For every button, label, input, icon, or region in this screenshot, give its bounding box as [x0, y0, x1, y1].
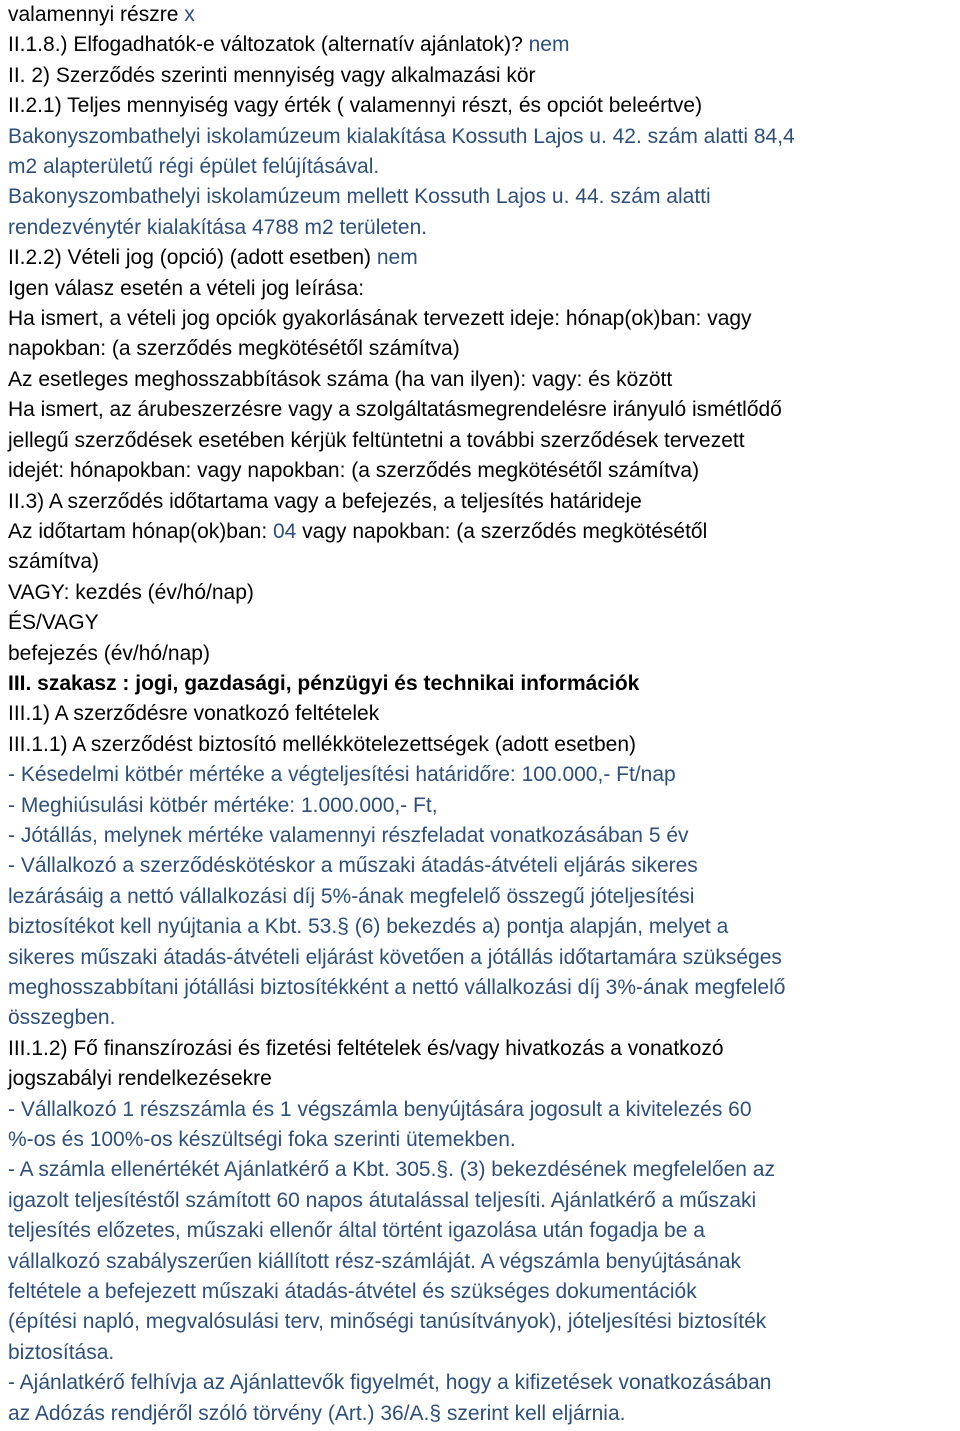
line-label: II. 2) Szerződés szerinti mennyiség vagy alkalmazási kör [8, 63, 536, 87]
line-value: az Adózás rendjéről szóló törvény (Art.) 36/A. [8, 1401, 430, 1425]
line-label: valamennyi részre [8, 3, 185, 26]
line-value: összegben. [8, 1006, 116, 1030]
document-line [8, 304, 956, 334]
document-line [8, 1277, 956, 1307]
line-value: - Vállalkozó a szerződéskötéskor a műszaki átadás-átvételi eljárás sikeres [8, 854, 698, 878]
document-line [8, 182, 956, 212]
line-value: - Vállalkozó 1 részszámla és 1 végszámla benyújtására jogosult a kivitelezés 60 [8, 1097, 752, 1121]
section-sign-icon: § [337, 915, 349, 939]
document-line [8, 547, 956, 577]
line-value: teljesítés előzetes, műszaki ellenőr által történt igazolása után fogadja be a [8, 1219, 705, 1243]
line-value: . (3) bekezdésének megfelelően az [448, 1158, 775, 1182]
line-value: Bakonyszombathelyi iskolamúzeum mellett Kossuth Lajos u. 44. szám alatti [8, 185, 711, 209]
document-line [8, 152, 956, 182]
line-value: vállalkozó szabályszerűen kiállított rész-számláját. A végszámla benyújtásának [8, 1249, 742, 1273]
line-label: befejezés (év/hó/nap) [8, 641, 210, 665]
document-line [8, 122, 956, 152]
document-line [8, 943, 956, 973]
document-line [8, 1034, 956, 1064]
line-value: - Ajánlatkérő felhívja az Ajánlattevők figyelmét, hogy a kifizetések vonatkozásában [8, 1371, 772, 1395]
line-label: VAGY: kezdés (év/hó/nap) [8, 580, 254, 604]
document-line [8, 1216, 956, 1246]
document-line [8, 1307, 956, 1337]
document-line [8, 973, 956, 1003]
section-sign-icon: § [429, 1401, 442, 1425]
document-line [8, 426, 956, 456]
line-label: napokban: (a szerződés megkötésétől számítva) [8, 337, 460, 361]
document-line [8, 669, 956, 699]
document-line [8, 213, 956, 243]
line-label: Igen válasz esetén a vételi jog leírása: [8, 276, 365, 300]
document-line [8, 30, 956, 60]
line-value: szerint kell eljárnia. [441, 1401, 626, 1425]
line-label: jellegű szerződések esetében kérjük feltüntetni a további szerződések tervezett [8, 428, 745, 452]
line-value: rendezvénytér kialakítása 4788 m2 területen. [8, 215, 428, 239]
section-sign-icon: § [436, 1158, 449, 1182]
line-label: jogszabályi rendelkezésekre [8, 1067, 272, 1091]
line-value: m2 alapterületű régi épület felújításával. [8, 155, 380, 179]
document-line [8, 1186, 956, 1216]
line-label: idejét: hónapokban: vagy napokban: (a szerződés megkötésétől számítva) [8, 459, 700, 483]
document-line [8, 91, 956, 121]
line-label: III.1.2) Fő finanszírozási és fizetési feltételek és/vagy hivatkozás a vonatkozó [8, 1036, 724, 1060]
document-line [8, 639, 956, 669]
document-line [8, 456, 956, 486]
line-value: lezárásáig a nettó vállalkozási díj 5%-ának megfelelő összegű jóteljesítési [8, 884, 695, 908]
document-line [8, 1155, 956, 1185]
document-line [8, 517, 956, 547]
line-value: sikeres műszaki átadás-átvételi eljárást követően a jótállás időtartamára szükséges [8, 945, 782, 969]
document-line [8, 1064, 956, 1094]
line-value: - A számla ellenértékét Ajánlatkérő a Kbt. 305. [8, 1158, 437, 1182]
line-label: Az időtartam hónap(ok)ban: [8, 519, 273, 543]
document-line [8, 1368, 956, 1398]
line-label: ÉS/VAGY [8, 611, 99, 635]
document-line [8, 730, 956, 760]
document-line [8, 578, 956, 608]
document-line [8, 1003, 956, 1033]
line-suffix: vagy napokban: (a szerződés megkötésétől [296, 519, 708, 543]
line-value: feltétele a befejezett műszaki átadás-átvétel és szükséges dokumentációk [8, 1280, 697, 1304]
line-value: (6) bekezdés a) pontja alapján, melyet a [348, 915, 729, 939]
document-line [8, 882, 956, 912]
document-line [8, 1095, 956, 1125]
document-line [8, 395, 956, 425]
line-label: II.3) A szerződés időtartama vagy a befejezés, a teljesítés határideje [8, 489, 642, 513]
line-value: Bakonyszombathelyi iskolamúzeum kialakítása Kossuth Lajos u. 42. szám alatti 84,4 [8, 124, 795, 148]
line-value: nem [528, 33, 570, 57]
line-value: (építési napló, megvalósulási terv, minőségi tanúsítványok), jóteljesítési biztosíték [8, 1310, 767, 1334]
document-page [8, 0, 956, 1429]
document-line [8, 1338, 956, 1368]
line-label: Ha ismert, a vételi jog opciók gyakorlásának tervezett ideje: hónap(ok)ban: vagy [8, 307, 752, 331]
line-value: - Jótállás, melynek mértéke valamennyi részfeladat vonatkozásában 5 év [8, 823, 689, 847]
document-line [8, 487, 956, 517]
line-label: III. szakasz : jogi, gazdasági, pénzügyi és technikai információk [8, 671, 640, 695]
document-line [8, 912, 956, 942]
document-line [8, 608, 956, 638]
line-value: x [184, 3, 195, 26]
line-label: számítva) [8, 550, 100, 574]
line-label: III.1) A szerződésre vonatkozó feltételek [8, 702, 380, 726]
document-line [8, 791, 956, 821]
document-line [8, 1125, 956, 1155]
line-value: %-os és 100%-os készültségi foka szerinti ütemekben. [8, 1128, 516, 1152]
line-value: nem [376, 246, 418, 270]
document-line [8, 61, 956, 91]
document-line [8, 1399, 956, 1429]
line-label: II.2.2) Vételi jog (opció) (adott esetben) [8, 246, 377, 270]
line-value: igazolt teljesítéstől számított 60 napos átutalással teljesíti. Ajánlatkérő a műszaki [8, 1188, 757, 1212]
document-line [8, 1247, 956, 1277]
document-line [8, 243, 956, 273]
line-label: II.2.1) Teljes mennyiség vagy érték ( valamennyi részt, és opciót beleértve) [8, 94, 703, 118]
document-line [8, 851, 956, 881]
document-line [8, 821, 956, 851]
document-line [8, 0, 956, 30]
line-label: Ha ismert, az árubeszerzésre vagy a szolgáltatásmegrendelésre irányuló ismétlődő [8, 398, 782, 422]
line-value: biztosítása. [8, 1340, 115, 1364]
document-line [8, 760, 956, 790]
document-line [8, 334, 956, 364]
line-label: II.1.8.) Elfogadhatók-e változatok (alternatív ajánlatok)? [8, 33, 529, 57]
line-value: 04 [272, 519, 297, 543]
line-value: biztosítékot kell nyújtania a Kbt. 53. [8, 915, 338, 939]
line-label: III.1.1) A szerződést biztosító mellékkötelezettségek (adott esetben) [8, 732, 637, 756]
line-label: Az esetleges meghosszabbítások száma (ha van ilyen): vagy: és között [8, 367, 673, 391]
document-line [8, 365, 956, 395]
document-line [8, 274, 956, 304]
line-value: - Késedelmi kötbér mértéke a végteljesítési határidőre: 100.000,- Ft/nap [8, 763, 676, 787]
document-line [8, 699, 956, 729]
line-value: - Meghiúsulási kötbér mértéke: 1.000.000,- Ft, [8, 793, 438, 817]
line-value: meghosszabbítani jótállási biztosítékként a nettó vállalkozási díj 3%-ának megfelelő [8, 976, 786, 999]
